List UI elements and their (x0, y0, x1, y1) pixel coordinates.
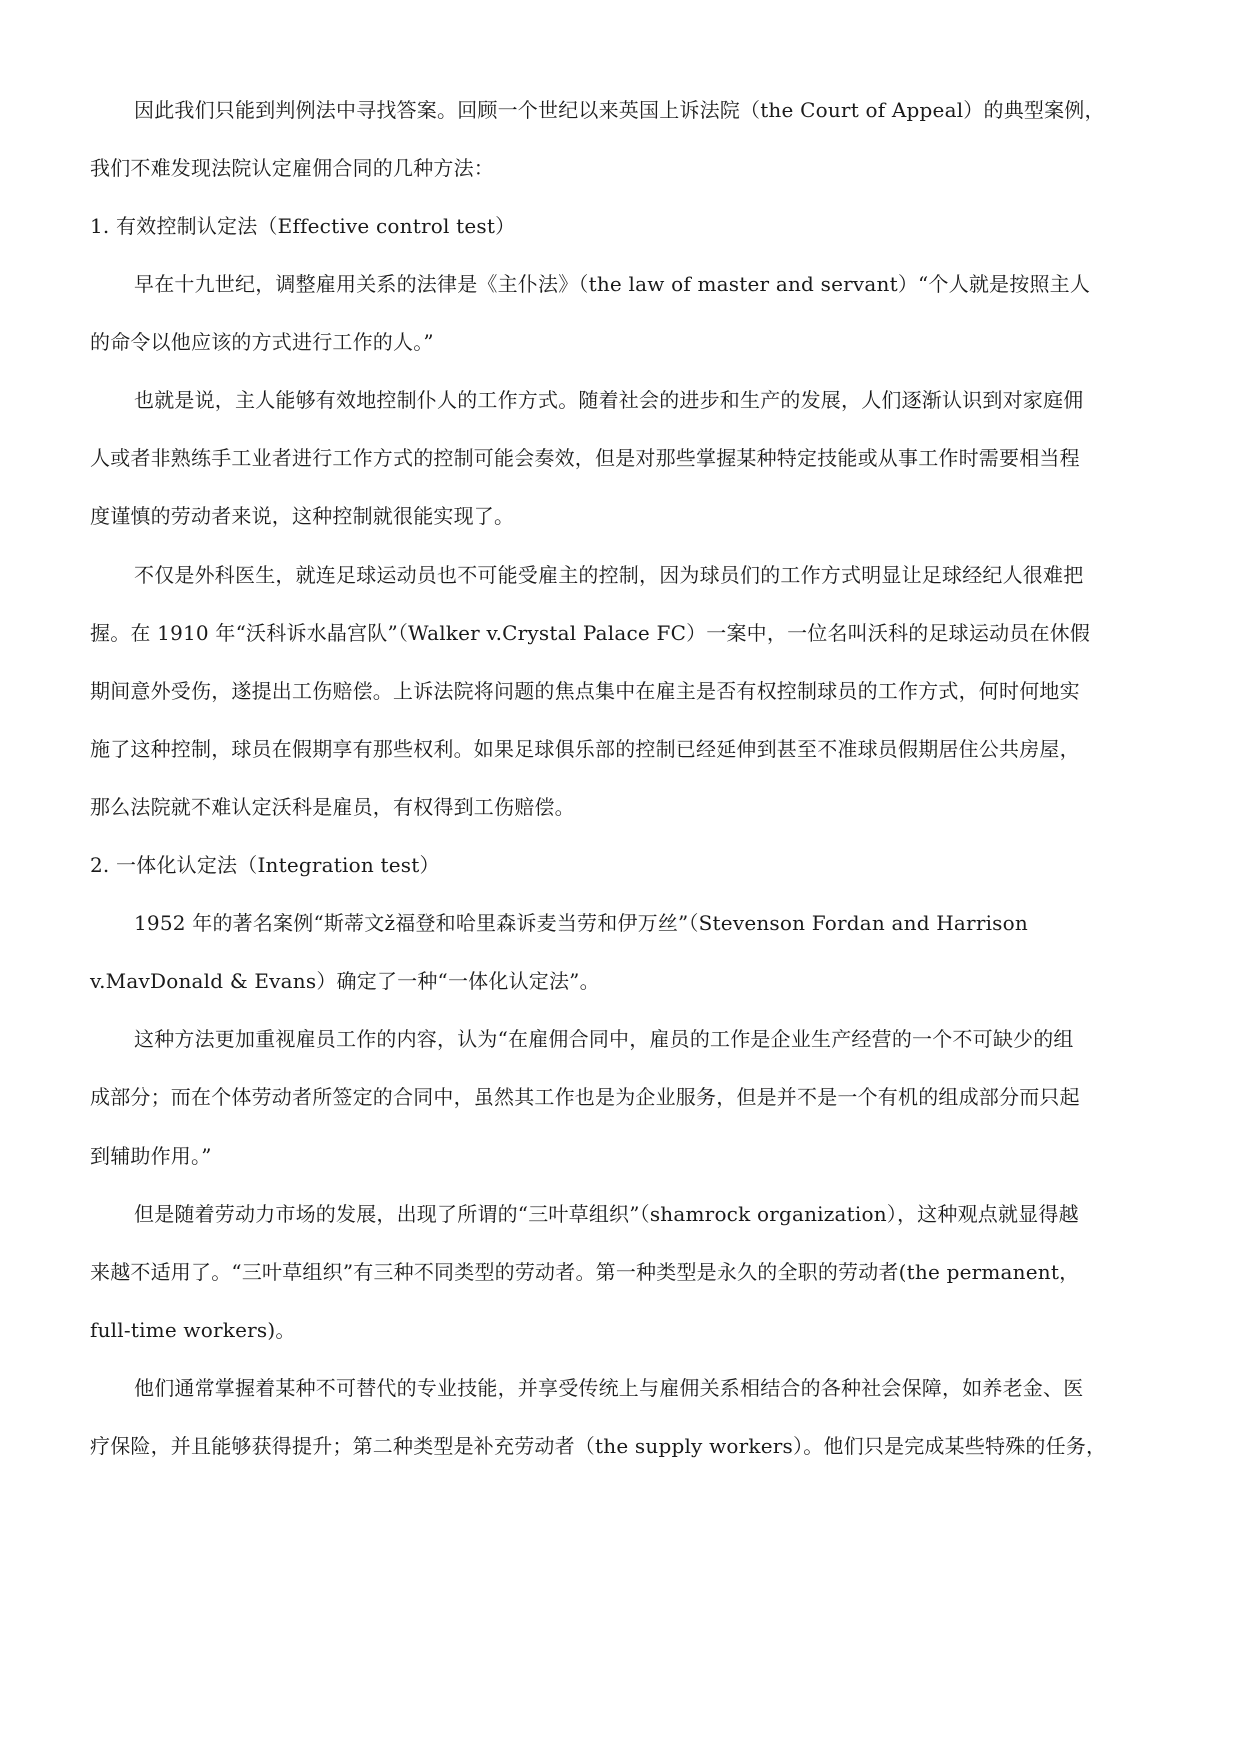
text-line: 因此我们只能到判例法中寻找答案。回顾一个世纪以来英国上诉法院（the Court of Appeal）的典型案例， (134, 98, 1105, 122)
text-line: 1952 年的著名案例“斯蒂文ž福登和哈里森诉麦当劳和伊万丝”（Stevenson Fordan and Harrison (134, 911, 1028, 935)
text-line: 他们通常掌握着某种不可替代的专业技能，并享受传统上与雇佣关系相结合的各种社会保障，如养老金、医 (134, 1376, 1084, 1400)
text-line: 施了这种控制，球员在假期享有那些权利。如果足球俱乐部的控制已经延伸到甚至不准球员假期居住公共房屋， (90, 737, 1080, 761)
text-line: 期间意外受伤，遂提出工伤赔偿。上诉法院将问题的焦点集中在雇主是否有权控制球员的工作方式，何时何地实 (90, 679, 1080, 703)
section-heading-1: 1. 有效控制认定法（Effective control test） (90, 214, 516, 238)
text-line: full-time workers)。 (90, 1318, 296, 1342)
text-line: 人或者非熟练手工业者进行工作方式的控制可能会奏效，但是对那些掌握某种特定技能或从事工作时需要相当程 (90, 446, 1080, 470)
text-line: 我们不难发现法院认定雇佣合同的几种方法： (90, 156, 494, 180)
text-line: 来越不适用了。“三叶草组织”有三种不同类型的劳动者。第一种类型是永久的全职的劳动者(the permanent， (90, 1260, 1080, 1284)
section-heading-2: 2. 一体化认定法（Integration test） (90, 853, 440, 877)
text-line: 到辅助作用。” (90, 1144, 212, 1168)
text-line: 那么法院就不难认定沃科是雇员，有权得到工伤赔偿。 (90, 795, 575, 819)
text-line: 但是随着劳动力市场的发展，出现了所谓的“三叶草组织”（shamrock organization），这种观点就显得越 (134, 1202, 1079, 1226)
text-line: 的命令以他应该的方式进行工作的人。” (90, 330, 434, 354)
text-line: v.MavDonald & Evans）确定了一种“一体化认定法”。 (90, 969, 600, 993)
text-line: 不仅是外科医生，就连足球运动员也不可能受雇主的控制，因为球员们的工作方式明显让足球经纪人很难把 (134, 563, 1084, 587)
text-line: 度谨慎的劳动者来说，这种控制就很能实现了。 (90, 504, 515, 528)
text-line: 早在十九世纪，调整雇用关系的法律是《主仆法》（the law of master and servant）“个人就是按照主人 (134, 272, 1091, 296)
text-line: 也就是说，主人能够有效地控制仆人的工作方式。随着社会的进步和生产的发展，人们逐渐认识到对家庭佣 (134, 388, 1084, 412)
text-line: 疗保险，并且能够获得提升；第二种类型是补充劳动者（the supply workers）。他们只是完成某些特殊的任务， (90, 1434, 1107, 1458)
text-line: 握。在 1910 年“沃科诉水晶宫队”（Walker v.Crystal Palace FC）一案中，一位名叫沃科的足球运动员在休假 (90, 621, 1091, 645)
text-line: 成部分；而在个体劳动者所签定的合同中，虽然其工作也是为企业服务，但是并不是一个有机的组成部分而只起 (90, 1085, 1080, 1109)
text-line: 这种方法更加重视雇员工作的内容，认为“在雇佣合同中，雇员的工作是企业生产经营的一个不可缺少的组 (134, 1027, 1074, 1051)
